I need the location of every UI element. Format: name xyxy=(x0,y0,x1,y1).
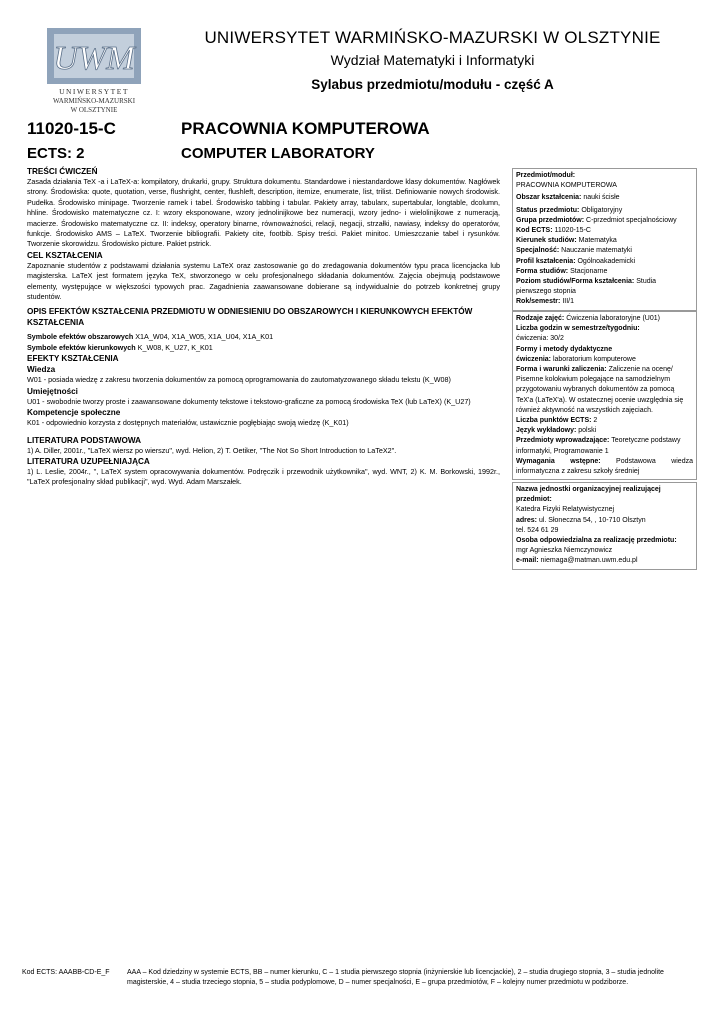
obszar-label: Obszar kształcenia: xyxy=(516,194,582,202)
jezyk-value: polski xyxy=(578,427,597,435)
profil-value: Ogólnoakademicki xyxy=(577,257,636,265)
adres-label: adres: xyxy=(516,516,538,524)
specjalnosc-value: Nauczanie matematyki xyxy=(561,247,632,255)
wiedza-heading: Wiedza xyxy=(27,365,56,375)
wymagania-label: Wymagania wstępne: xyxy=(516,457,601,465)
wprowadzajace-value: Teoretyczne podstawy informatyki, Programowanie 1 xyxy=(516,437,681,455)
osoba-label: Osoba odpowiedzialna za realizację przedmiotu: xyxy=(516,537,677,545)
symbole-kierunkowe-label: Symbole efektów kierunkowych xyxy=(27,342,136,352)
opis-heading: OPIS EFEKTÓW KSZTAŁCENIA PRZEDMIOTU W ODNIESIENIU DO OBSZAROWYCH I KIERUNKOWYCH EFEKTÓW KSZTAŁCENIA xyxy=(27,307,473,328)
przedmiot-value: PRACOWNIA KOMPUTEROWA xyxy=(516,182,617,190)
literatura-uzupelniajaca-text: 1) L. Leslie, 2004r., ", LaTeX system opracowywania dokumentów. Podręczik i przewodnik użytkownika", wyd. WNT, 2) K. M. Borkowski, 1992r., "LaTeX profesjonalny skład publikacji", wyd. Wyd. Adam Marszałek. xyxy=(27,466,500,487)
literatura-uzupelniajaca-heading: LITERATURA UZUPEŁNIAJĄCA xyxy=(27,456,150,466)
status-label: Status przedmiotu: xyxy=(516,206,580,214)
cel-text: Zapoznanie studentów z podstawami działania systemu LaTeX oraz zastosowanie go do zredagowania dokumentów typu praca licencjacka lub magisterska. LaTeX jest formatem języka TeX, stworzonego w celu profesjonalnego składania dokumentów. Zajęcia obejmują podstawowe elementy, występujące w większości typowych prac. Zagadnienia zaawansowane dobierane są indywidualnie do potrzeb konkretnej grupy studentów. xyxy=(27,260,500,302)
university-name: UNIWERSYTET WARMIŃSKO-MAZURSKI W OLSZTYNIE xyxy=(204,28,661,47)
rok-label: Rok/semestr: xyxy=(516,298,561,306)
obszar-value: nauki ścisłe xyxy=(583,194,620,202)
metody-label: Formy i metody dydaktyczne xyxy=(516,345,613,353)
forma-value: Stacjonarne xyxy=(570,267,608,275)
main-content xyxy=(27,166,500,488)
course-info-box xyxy=(512,168,697,311)
kierunek-label: Kierunek studiów: xyxy=(516,237,577,245)
status-value: Obligatoryjny xyxy=(581,206,623,214)
godziny-label: Liczba godzin w semestrze/tygodniu: xyxy=(516,325,640,333)
umiejetnosci-heading: Umiejętności xyxy=(27,386,78,396)
osoba-value: mgr Agnieszka Niemczynowicz xyxy=(516,547,613,555)
classes-info-box xyxy=(512,311,697,480)
kod-label: Kod ECTS: xyxy=(516,227,553,235)
kod-value: 11020-15-C xyxy=(554,227,591,235)
efekty-heading: EFEKTY KSZTAŁCENIA xyxy=(27,354,119,364)
godziny-value: ćwiczenia: 30/2 xyxy=(516,335,564,343)
footer-code: Kod ECTS: AAABB-CD-E_F xyxy=(22,969,110,976)
umiejetnosci-text: U01 - swobodnie tworzy proste i zaawansowane dokumenty tekstowe i tekstowo-graficzne za pomocą środowiska TeX (lub LaTeX) (K_U27) xyxy=(27,396,471,406)
symbole-obszarowe xyxy=(27,332,500,342)
course-code: 11020-15-C xyxy=(27,119,116,138)
symbole-kierunkowe xyxy=(27,343,500,353)
metody-sub-label: ćwiczenia: xyxy=(516,355,552,363)
punkty-label: Liczba punktów ECTS: xyxy=(516,417,592,425)
symbole-obszarowe-label: Symbole efektów obszarowych xyxy=(27,332,134,342)
tresci-heading: TREŚCI ĆWICZEŃ xyxy=(27,167,98,176)
faculty-name: Wydział Matematyki i Informatyki xyxy=(330,52,535,68)
logo-sub2: WARMIŃSKO-MAZURSKI xyxy=(52,97,136,105)
wiedza-text: W01 - posiada wiedzę z zakresu tworzenia dokumentów za pomocą oprogramowania do zautomatyzowanego składu tekstu (K_W08) xyxy=(27,375,451,385)
grupa-value: C-przedmiot specjalnościowy xyxy=(586,216,677,224)
grupa-label: Grupa przedmiotów: xyxy=(516,216,585,224)
zaliczenie-label: Forma i warunki zaliczenia: xyxy=(516,366,607,374)
footer-legend: AAA – Kod dziedziny w systemie ECTS, BB – numer kierunku, C – 1 studia pierwszego stopnia (inżynierskie lub licencjackie), 2 – studia drugiego stopnia, 3 – studia jednolite magisterskie, 4 – studia trzeciego stopnia, 5 – studia podyplomowe, D – numer specjalności, E – grupa przedmiotów, F – kolejny numer przedmiotu w podziborze. xyxy=(127,969,664,986)
forma-label: Forma studiów: xyxy=(516,267,569,275)
unit-info-box xyxy=(512,482,697,570)
adres-value: ul. Słoneczna 54, , 10-710 Olsztyn xyxy=(538,516,646,524)
zaliczenie-value: Zaliczenie na ocenę/ Pisemne kolokwium polegające na samodzielnym przygotowaniu wybranych dokumentów za pomocą TeX'a (LaTeX'a). W ostatecznej ocenie uwzględnia się również aktywność na wszystkich zajęciach. xyxy=(516,366,684,414)
specjalnosc-label: Specjalność: xyxy=(516,247,560,255)
syllabus-title: Sylabus przedmiotu/modułu - część A xyxy=(311,77,554,92)
wymagania-value: Podstawowa wiedza informatyczna z zakresu szkoły średniej xyxy=(516,457,693,476)
kierunek-value: Matematyka xyxy=(578,237,617,245)
university-logo xyxy=(44,24,144,124)
email-label: e-mail: xyxy=(516,557,539,565)
logo-text: UWM xyxy=(53,40,135,77)
tresci-text: Zasada działania TeX -a i LaTeX-a: kompilatory, drukarki, grupy. Struktura dokumentu. Standardowe i niestandardowe klasy dokumentów. Nagłówek strony. Środowiska: quote, quotation, verse, flushright, center, flushleft, description, itemize, enumerate, list, trilist. Definiowanie nowych środowisk. Pudełka. Środowisko minipage. Tworzenie ramek i tabel. Środowisko tabbing i tabular. Pakiety array, tabularx, supertabular, longtable, dcolumn, hhline. Środowisko matematyczne cz. I: wzory eksponowane, wzory jednolinijkowe bez numeracji, wzory jedno- i wielolinijkowe z numeracją, macierze. Środowisko matematyczne cz. II: indeksy, operatory binarne, równoważności, relacji, negacji, strzałki, nawiasy, indeksy do operatorów, funkcje. Środowisko AMS – LaTeX. Tworzenie bibliografii. Pakiety cite, footbib. Spisy treści. Pakiet minitoc. Umieszczanie tabel i rysunków. Tworzenie skorowidzu. Środowisko picture. Pakiet pstrick. xyxy=(27,177,500,249)
metody-value: laboratorium komputerowe xyxy=(552,355,636,363)
course-title-pl: PRACOWNIA KOMPUTEROWA xyxy=(181,119,430,138)
jednostka-label: Nazwa jednostki organizacyjnej realizującej przedmiot: xyxy=(516,486,661,504)
literatura-podstawowa-text: 1) A. Diller, 2001r., "LaTeX wiersz po wierszu", wyd. Helion, 2) T. Oetiker, "The Not So Short Introduction to LaTeX2". xyxy=(27,445,397,455)
rodzaje-value: Ćwiczenia laboratoryjne (U01) xyxy=(566,315,660,322)
logo-sub3: W OLSZTYNIE xyxy=(70,106,118,114)
course-title-en: COMPUTER LABORATORY xyxy=(181,145,375,162)
profil-label: Profil kształcenia: xyxy=(516,257,576,265)
course-ects: ECTS: 2 xyxy=(27,145,85,162)
rok-value: III/1 xyxy=(562,298,574,306)
telefon: tel. 524 61 29 xyxy=(516,526,559,534)
literatura-podstawowa-heading: LITERATURA PODSTAWOWA xyxy=(27,435,142,445)
kompetencje-text: K01 - odpowiednio korzysta z dostępnych materiałów, ustawicznie pogłębiając swoją wiedzę (K_K01) xyxy=(27,418,349,428)
logo-graphic xyxy=(44,24,144,124)
poziom-value: Studia pierwszego stopnia xyxy=(516,278,657,296)
wprowadzajace-label: Przedmioty wprowadzające: xyxy=(516,437,610,445)
punkty-value: 2 xyxy=(593,417,598,425)
cel-heading: CEL KSZTAŁCENIA xyxy=(27,250,103,260)
rodzaje-label: Rodzaje zajęć: xyxy=(516,315,565,322)
logo-sub1: UNIWERSYTET xyxy=(59,87,129,96)
symbole-obszarowe-value: X1A_W04, X1A_W05, X1A_U04, X1A_K01 xyxy=(135,332,274,342)
email-value: niemaga@matman.uwm.edu.pl xyxy=(540,557,638,565)
jednostka-value: Katedra Fizyki Relatywistycznej xyxy=(516,506,615,514)
symbole-kierunkowe-value: K_W08, K_U27, K_K01 xyxy=(137,342,213,352)
jezyk-label: Język wykładowy: xyxy=(516,427,577,435)
przedmiot-label: Przedmiot/moduł: xyxy=(516,172,576,179)
poziom-label: Poziom studiów/Forma kształcenia: xyxy=(516,278,635,286)
kompetencje-heading: Kompetencje społeczne xyxy=(27,408,121,418)
